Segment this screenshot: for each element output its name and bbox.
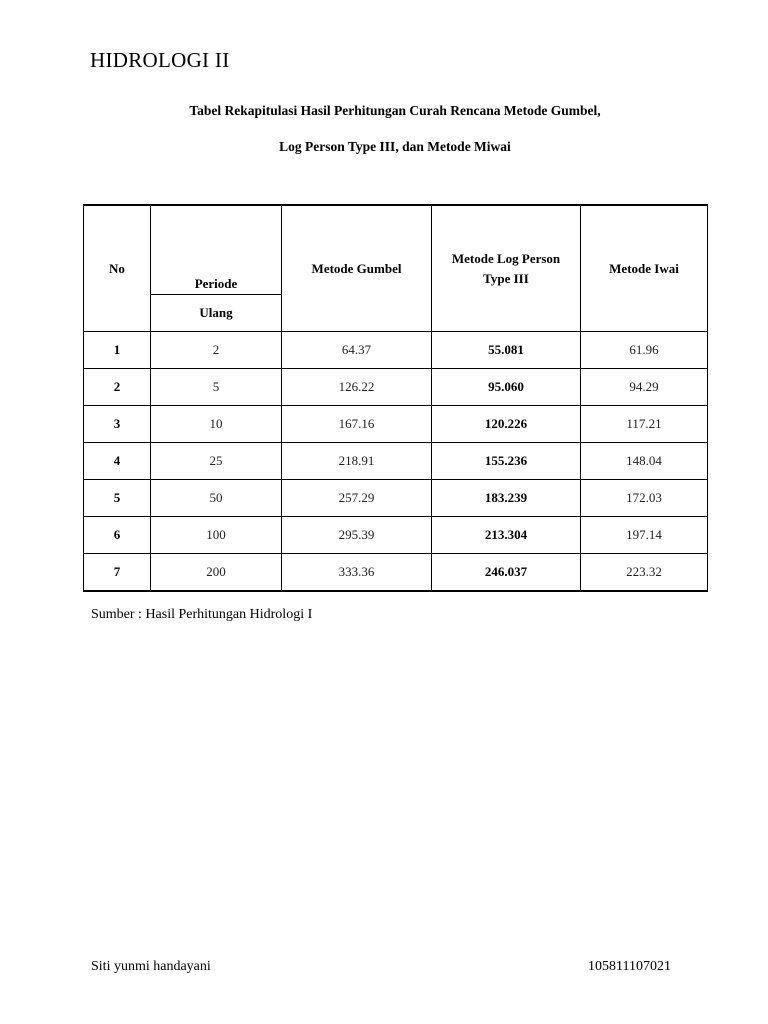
cell-no: 3 (84, 406, 151, 443)
cell-no: 6 (84, 517, 151, 554)
cell-metode-gumbel: 167.16 (282, 406, 432, 443)
table-caption-line-1: Tabel Rekapitulasi Hasil Perhitungan Curah Rencana Metode Gumbel, (189, 103, 601, 118)
header-ulang: Ulang (151, 295, 282, 332)
cell-metode-iwai: 148.04 (581, 443, 708, 480)
cell-metode-log-person: 155.236 (432, 443, 581, 480)
cell-periode-ulang: 200 (151, 554, 282, 592)
cell-periode-ulang: 2 (151, 332, 282, 369)
header-no: No (84, 205, 151, 332)
cell-periode-ulang: 25 (151, 443, 282, 480)
cell-no: 4 (84, 443, 151, 480)
table-header-row-top (84, 205, 708, 295)
cell-periode-ulang: 10 (151, 406, 282, 443)
table-row (84, 554, 708, 592)
header-metode-gumbel: Metode Gumbel (282, 205, 432, 332)
cell-metode-iwai: 172.03 (581, 480, 708, 517)
cell-metode-iwai: 197.14 (581, 517, 708, 554)
cell-metode-log-person: 55.081 (432, 332, 581, 369)
table-row (84, 406, 708, 443)
table-row (84, 517, 708, 554)
cell-metode-log-person: 246.037 (432, 554, 581, 592)
cell-periode-ulang: 100 (151, 517, 282, 554)
cell-periode-ulang: 50 (151, 480, 282, 517)
cell-metode-gumbel: 295.39 (282, 517, 432, 554)
cell-metode-gumbel: 257.29 (282, 480, 432, 517)
recap-table (83, 204, 708, 592)
table-row (84, 332, 708, 369)
cell-no: 1 (84, 332, 151, 369)
cell-metode-iwai: 223.32 (581, 554, 708, 592)
footer-author-name: Siti yunmi handayani (91, 959, 211, 974)
table-caption-line-2: Log Person Type III, dan Metode Miwai (279, 139, 511, 154)
cell-metode-iwai: 117.21 (581, 406, 708, 443)
cell-metode-gumbel: 64.37 (282, 332, 432, 369)
cell-metode-gumbel: 218.91 (282, 443, 432, 480)
footer-student-id: 105811107021 (588, 959, 671, 974)
cell-periode-ulang: 5 (151, 369, 282, 406)
cell-metode-log-person: 213.304 (432, 517, 581, 554)
table-row (84, 480, 708, 517)
cell-metode-gumbel: 126.22 (282, 369, 432, 406)
cell-metode-log-person: 183.239 (432, 480, 581, 517)
cell-metode-iwai: 61.96 (581, 332, 708, 369)
cell-metode-gumbel: 333.36 (282, 554, 432, 592)
cell-metode-iwai: 94.29 (581, 369, 708, 406)
cell-no: 5 (84, 480, 151, 517)
source-note: Sumber : Hasil Perhitungan Hidrologi I (91, 607, 313, 622)
cell-metode-log-person: 120.226 (432, 406, 581, 443)
table-row (84, 443, 708, 480)
header-periode: Periode (151, 205, 282, 295)
page-header-title: HIDROLOGI II (90, 48, 230, 72)
header-metode-log-person (432, 205, 581, 332)
recap-table-body (84, 205, 708, 591)
cell-metode-log-person: 95.060 (432, 369, 581, 406)
cell-no: 7 (84, 554, 151, 592)
header-metode-log-person-label: Metode Log Person Type III (451, 250, 561, 286)
header-metode-iwai: Metode Iwai (581, 205, 708, 332)
cell-no: 2 (84, 369, 151, 406)
table-row (84, 369, 708, 406)
